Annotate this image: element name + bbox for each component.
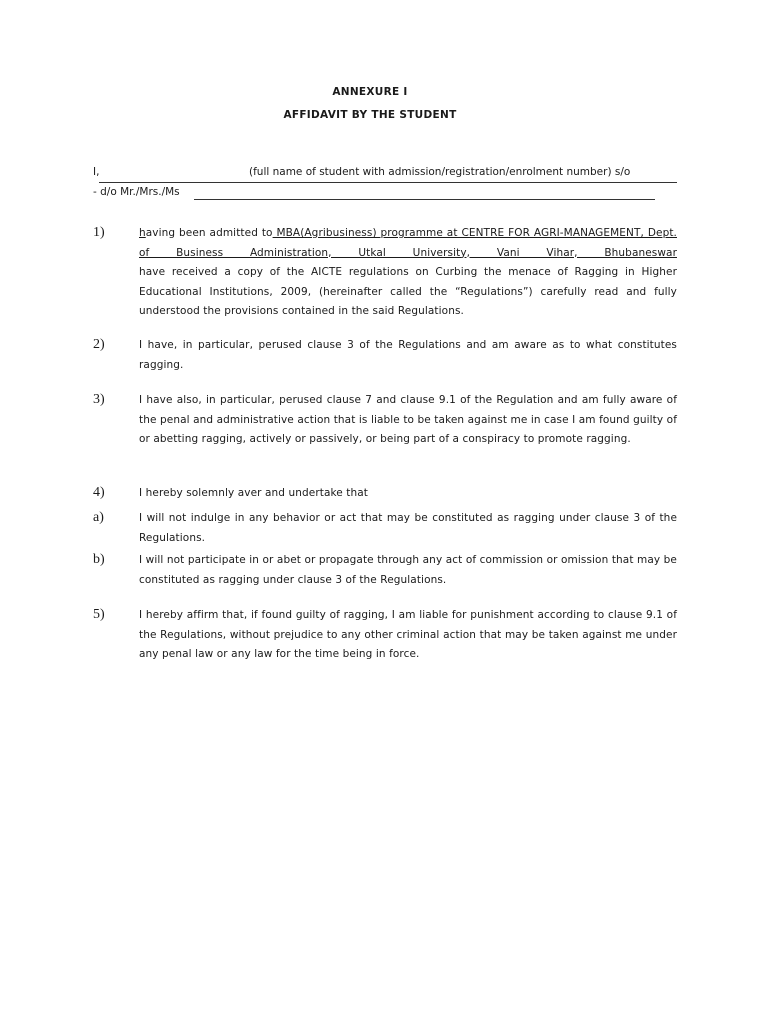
item-number: a) [93,510,104,525]
item-number: 2) [93,337,105,352]
item-number: b) [93,552,105,567]
item-number: 1) [93,225,105,240]
parent-name-blank[interactable] [194,187,655,200]
clause-4-text: I hereby solemnly aver and undertake that [139,487,369,499]
intro-prefix: I, [93,166,100,178]
clause-1-programme: MBA(Agribusiness) programme at CENTRE FOR AGRI-MANAGEMENT, Dept. of Business Administration, Utkal University, Vani Vihar, Bhubaneswar [139,227,677,259]
clause-5-text: I hereby affirm that, if found guilty of ragging, I am liable for punishment according to clause 9.1 of the Regulations, without prejudice to any other criminal action that may be taken against me under any penal law or any law for the time being in force. [139,609,677,660]
clause-a-text: I will not indulge in any behavior or act that may be constituted as ragging under clause 3 of the Regulations. [139,512,677,544]
clause-1-lead-initial: h [139,227,146,239]
item-number: 5) [93,607,105,622]
clause-1-lead: aving been admitted to [145,227,273,239]
clause-2-text: I have, in particular, perused clause 3 of the Regulations and am aware as to what constitutes ragging. [139,339,677,371]
clause-b-text: I will not participate in or abet or propagate through any act of commission or omission that may be constituted as ragging under clause 3 of the Regulations. [139,554,677,586]
item-number: 3) [93,392,105,407]
annexure-heading: ANNEXURE I [332,86,408,98]
parent-prefix: - d/o Mr./Mrs./Ms [93,186,180,198]
clause-3-text: I have also, in particular, perused clause 7 and clause 9.1 of the Regulation and am fully aware of the penal and administrative action that is liable to be taken against me in case I am found guilty of or abetting ragging, actively or passively, or being part of a conspiracy to promote ragging. [139,394,677,445]
affidavit-title: AFFIDAVIT BY THE STUDENT [283,109,457,121]
clause-1-text [139,224,677,322]
clause-1-body: have received a copy of the AICTE regulations on Curbing the menace of Ragging in Higher Educational Institutions, 2009, (hereinafter called the “Regulations”) carefully read and fully understood the provisions contained in the said Regulations. [139,266,677,317]
item-number: 4) [93,485,105,500]
intro-instruction: (full name of student with admission/registration/enrolment number) s/o [249,166,631,178]
